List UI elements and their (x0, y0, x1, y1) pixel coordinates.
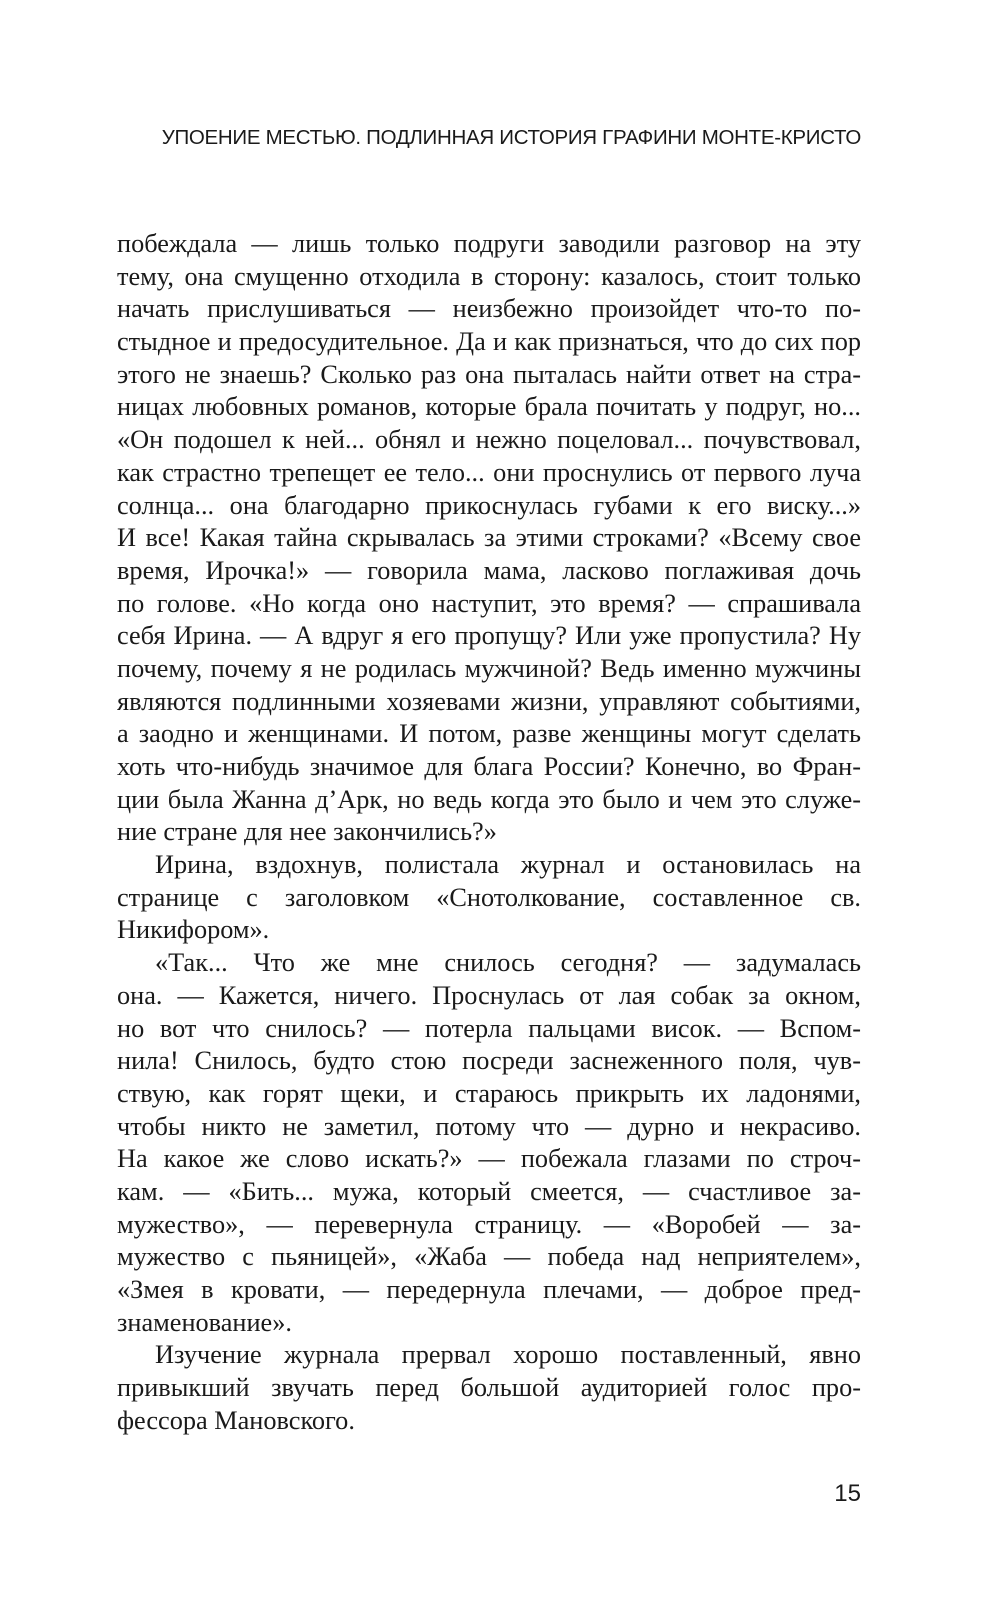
body-text (117, 228, 861, 1437)
text-line: время, Ирочка!» — говорила мама, ласково поглаживая дочь (117, 555, 861, 585)
paragraph (117, 849, 861, 947)
text-line: На какое же слово искать?» — побежала глазами по строч- (117, 1144, 861, 1174)
text-line: знаменование». (117, 1307, 292, 1337)
page-number: 15 (834, 1480, 861, 1507)
running-head: УПОЕНИЕ МЕСТЬЮ. ПОДЛИННАЯ ИСТОРИЯ ГРАФИНИ МОНТЕ-КРИСТО (161, 126, 861, 149)
text-line: почему, почему я не родилась мужчиной? Ведь именно мужчины (117, 653, 861, 683)
text-line: а заодно и женщинами. И потом, разве женщины могут сделать (117, 719, 861, 749)
text-line: странице с заголовком «Снотолкование, составленное св. (117, 882, 861, 912)
text-line: себя Ирина. — А вдруг я его пропущу? Или уже пропустила? Ну (117, 621, 861, 651)
text-line: как страстно трепещет ее тело... они проснулись от первого луча (117, 457, 861, 487)
text-line: побеждала — лишь только подруги заводили разговор на эту (117, 229, 861, 258)
text-line: чтобы никто не заметил, потому что — дурно и некрасиво. (117, 1111, 861, 1141)
text-line: солнца... она благодарно прикоснулась губами к его виску...» (117, 490, 861, 520)
text-line: Ирина, вздохнув, полистала журнал и остановилась на (155, 850, 861, 880)
text-line: ции была Жанна д’Арк, но ведь когда это было и чем это служе- (117, 784, 861, 814)
text-line: мужество с пьяницей», «Жаба — победа над неприятелем», (117, 1242, 861, 1272)
text-line: ствую, как горят щеки, и стараюсь прикрыть их ладонями, (117, 1078, 861, 1108)
text-line: Никифором». (117, 915, 270, 945)
text-line: мужество», — перевернула страницу. — «Воробей — за- (117, 1209, 861, 1239)
text-line: этого не знаешь? Сколько раз она пыталась найти ответ на стра- (117, 359, 861, 389)
text-line: «Змея в кровати, — передернула плечами, — доброе пред- (117, 1275, 861, 1304)
text-line: привыкший звучать перед большой аудиторией голос про- (117, 1373, 861, 1403)
paragraph (117, 947, 861, 1339)
text-line: И все! Какая тайна скрывалась за этими строками? «Всему свое (117, 523, 861, 553)
text-line: кам. — «Бить... мужа, который смеется, — счастливое за- (117, 1176, 861, 1206)
text-line: стыдное и предосудительное. Да и как признаться, что до сих пор (117, 327, 861, 357)
text-line: по голове. «Но когда оно наступит, это время? — спрашивала (117, 588, 861, 618)
text-line: тему, она смущенно отходила в сторону: казалось, стоит только (117, 261, 861, 291)
text-line: но вот что снилось? — потерла пальцами висок. — Вспом- (117, 1013, 861, 1043)
text-line: начать прислушиваться — неизбежно произойдет что-то по- (117, 294, 861, 324)
text-line: являются подлинными хозяевами жизни, управляют событиями, (117, 686, 861, 716)
text-line: Изучение журнала прервал хорошо поставленный, явно (155, 1340, 861, 1370)
text-line: нила! Снилось, будто стою посреди заснеженного поля, чув- (117, 1046, 861, 1076)
paragraph (117, 228, 861, 849)
text-line: она. — Кажется, ничего. Проснулась от лая собак за окном, (117, 980, 861, 1010)
text-line: ницах любовных романов, которые брала почитать у подруг, но... (117, 392, 861, 422)
text-line: «Он подошел к ней... обнял и нежно поцеловал... почувствовал, (117, 425, 861, 455)
text-line: «Так... Что же мне снилось сегодня? — задумалась (155, 948, 861, 978)
paragraph (117, 1339, 861, 1437)
text-line: ние стране для нее закончились?» (117, 817, 497, 847)
text-line: фессора Мановского. (117, 1405, 355, 1435)
text-line: хоть что-нибудь значимое для блага России? Конечно, во Фран- (117, 752, 861, 781)
